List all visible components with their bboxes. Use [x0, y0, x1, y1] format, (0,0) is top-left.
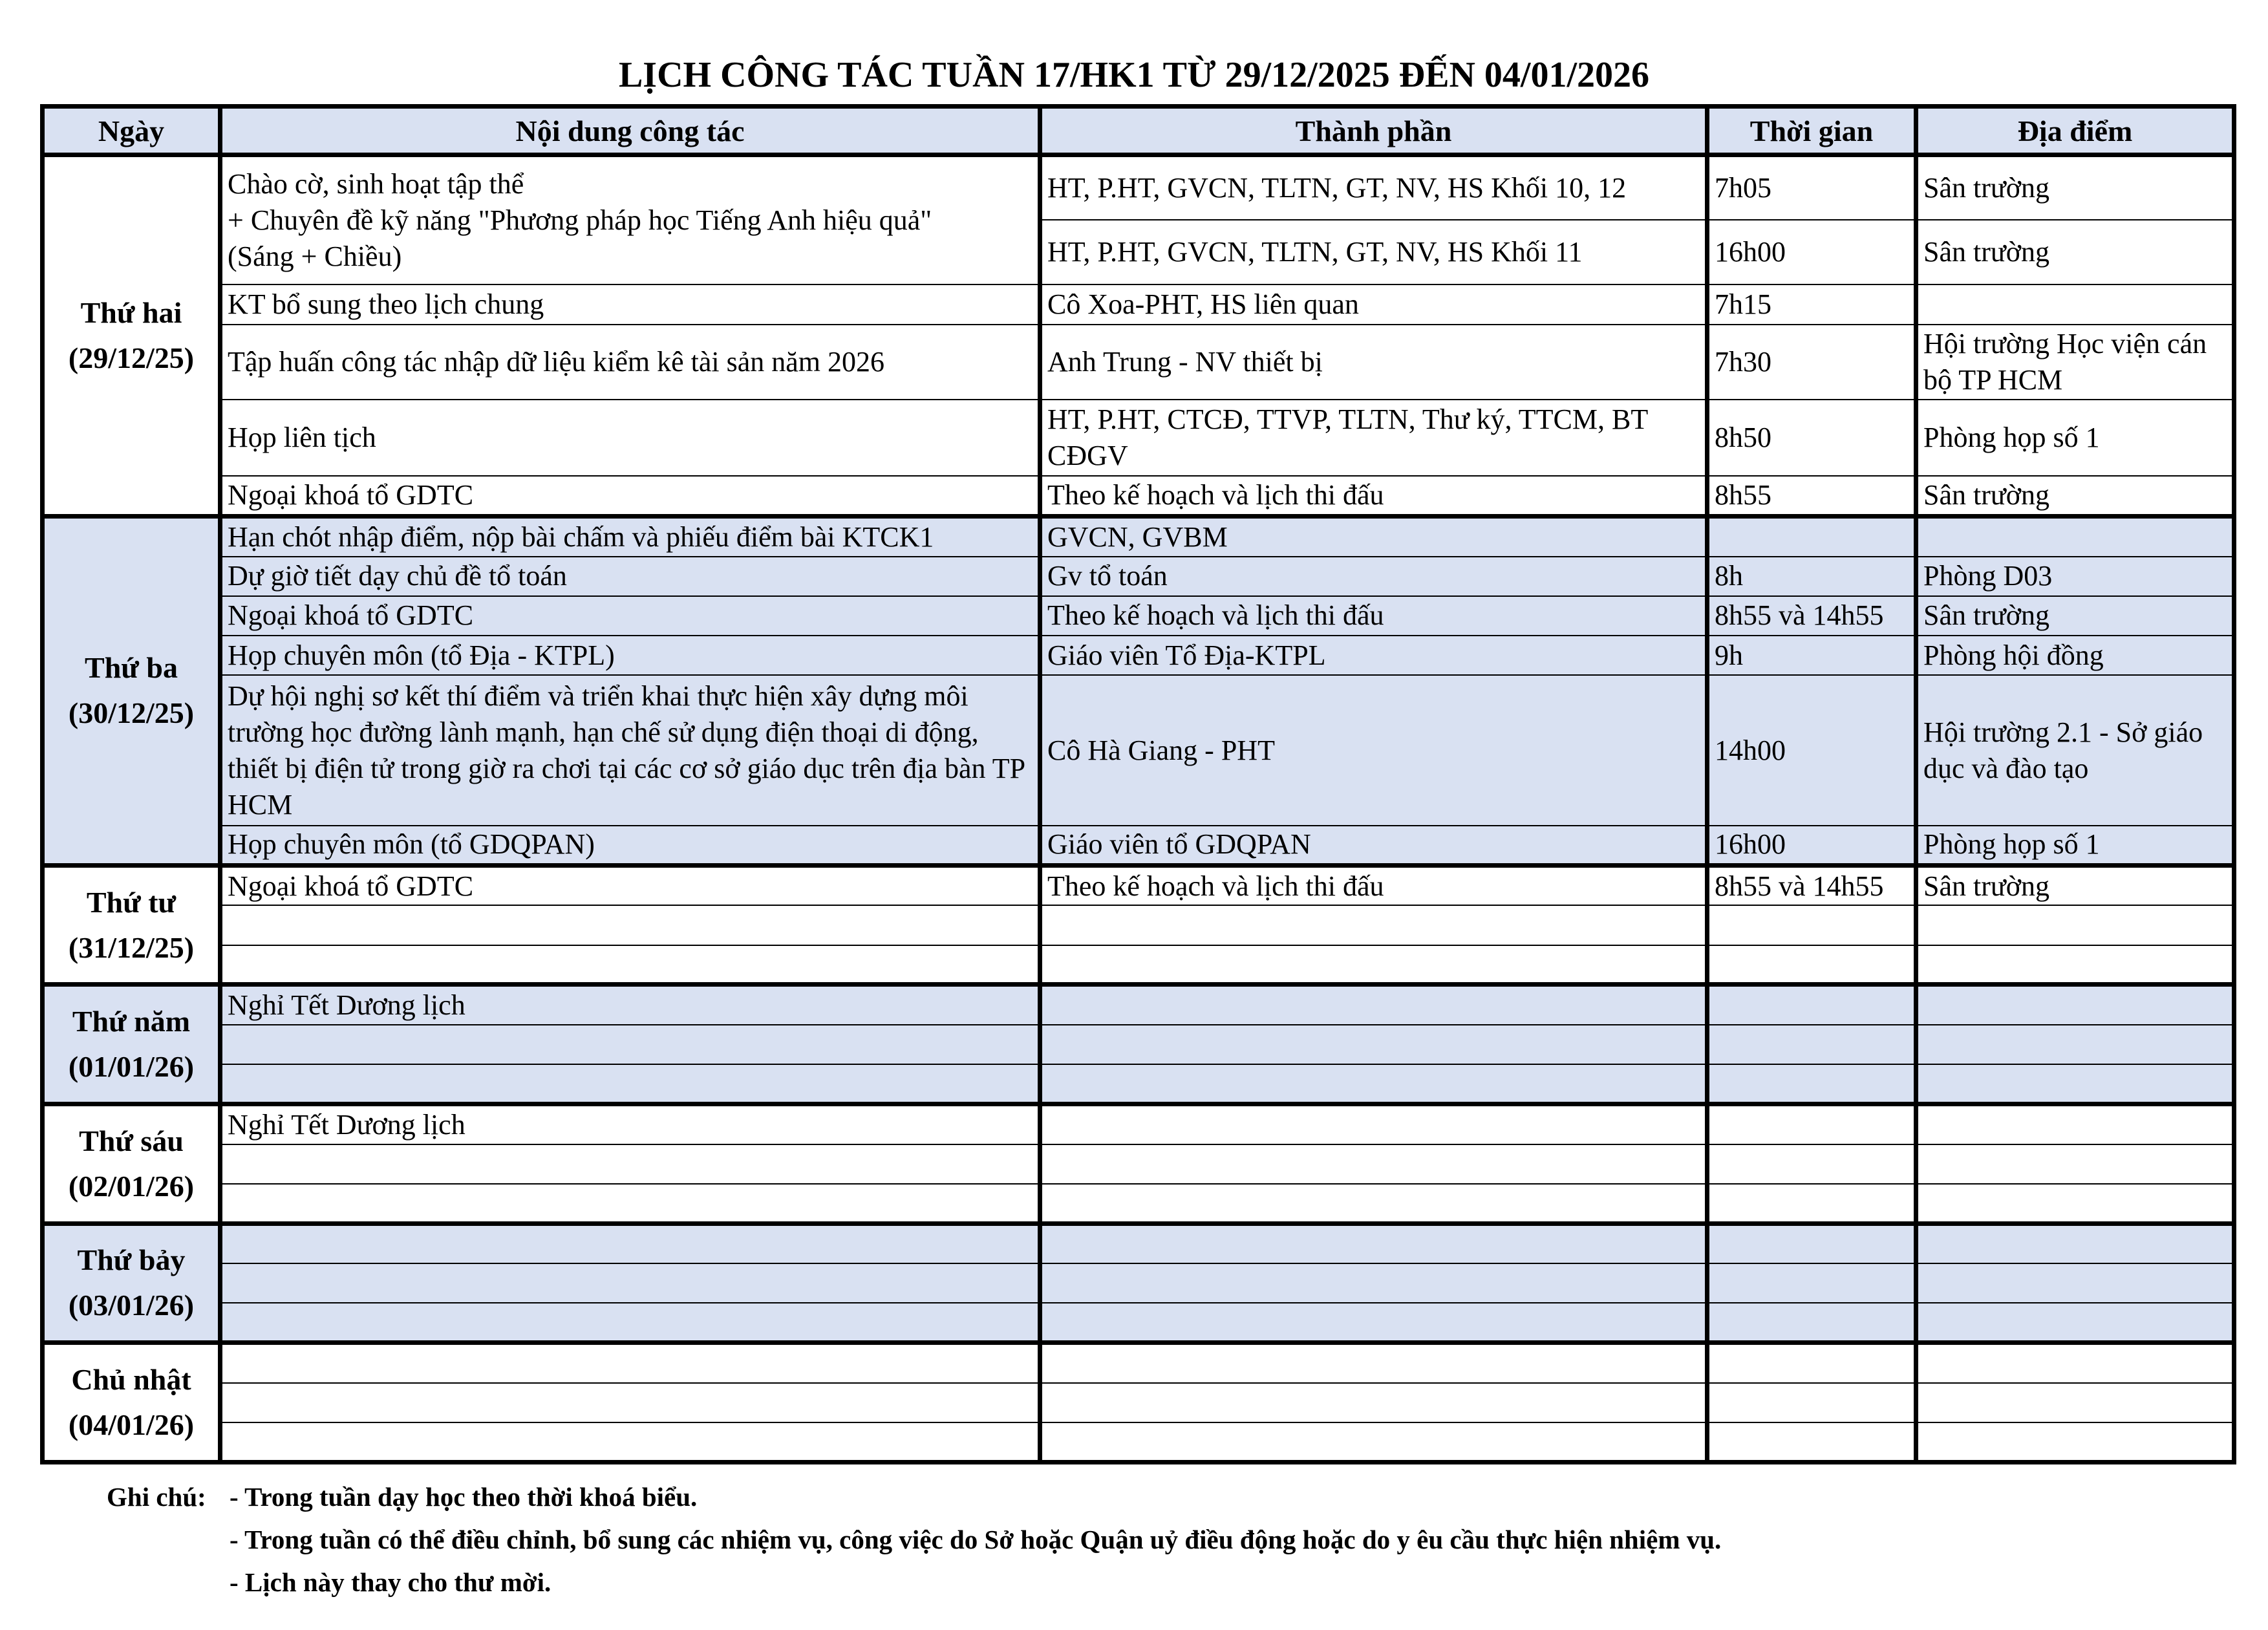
day-date: (29/12/25) — [68, 341, 195, 374]
schedule-row — [43, 1303, 2234, 1342]
time-cell: 7h30 — [1707, 325, 1916, 399]
participants-cell — [1040, 1422, 1707, 1462]
time-cell: 14h00 — [1707, 675, 1916, 826]
place-cell: Sân trường — [1916, 476, 2234, 516]
time-cell — [1707, 1383, 1916, 1422]
place-cell — [1916, 985, 2234, 1025]
schedule-row — [43, 516, 2234, 556]
schedule-row — [43, 1144, 2234, 1184]
content-cell — [220, 1263, 1040, 1303]
time-cell: 9h — [1707, 636, 1916, 675]
content-cell: Họp chuyên môn (tổ GDQPAN) — [220, 826, 1040, 865]
place-cell — [1916, 1184, 2234, 1223]
day-date: (30/12/25) — [68, 696, 195, 730]
time-cell: 8h55 — [1707, 476, 1916, 516]
place-cell — [1916, 1263, 2234, 1303]
notes-label: Ghi chú: — [107, 1482, 206, 1512]
day-cell — [43, 155, 220, 517]
header-content: Nội dung công tác — [220, 107, 1040, 155]
schedule-row — [43, 636, 2234, 675]
time-cell: 7h05 — [1707, 155, 1916, 220]
header-participants: Thành phần — [1040, 107, 1707, 155]
content-cell: Chào cờ, sinh hoạt tập thể + Chuyên đề kỹ năng "Phương pháp học Tiếng Anh hiệu quả" (Sáng + Chiều) — [220, 155, 1040, 285]
place-cell: Sân trường — [1916, 220, 2234, 284]
content-cell — [220, 1064, 1040, 1104]
day-cell — [43, 1343, 220, 1463]
day-name: Thứ ba — [85, 651, 178, 685]
participants-cell: GVCN, GVBM — [1040, 516, 1707, 556]
content-cell — [220, 1184, 1040, 1223]
participants-cell: HT, P.HT, GVCN, TLTN, GT, NV, HS Khối 11 — [1040, 220, 1707, 284]
schedule-row — [43, 865, 2234, 905]
participants-cell — [1040, 1184, 1707, 1223]
participants-cell — [1040, 1104, 1707, 1144]
schedule-row — [43, 1184, 2234, 1223]
participants-cell — [1040, 1223, 1707, 1263]
day-name: Chủ nhật — [71, 1363, 191, 1397]
schedule-row — [43, 985, 2234, 1025]
participants-cell: HT, P.HT, CTCĐ, TTVP, TLTN, Thư ký, TTCM, BT CĐGV — [1040, 400, 1707, 476]
day-name: Thứ năm — [72, 1005, 191, 1038]
day-cell — [43, 1223, 220, 1343]
schedule-row — [43, 1025, 2234, 1064]
day-cell — [43, 865, 220, 985]
content-cell — [220, 1223, 1040, 1263]
content-cell — [220, 905, 1040, 945]
place-cell: Hội trường Học viện cán bộ TP HCM — [1916, 325, 2234, 399]
schedule-row — [43, 476, 2234, 516]
content-cell: Tập huấn công tác nhập dữ liệu kiểm kê tài sản năm 2026 — [220, 325, 1040, 399]
participants-cell: Anh Trung - NV thiết bị — [1040, 325, 1707, 399]
place-cell — [1916, 1144, 2234, 1184]
participants-cell: Cô Hà Giang - PHT — [1040, 675, 1707, 826]
time-cell — [1707, 985, 1916, 1025]
notes-list — [230, 1475, 2169, 1603]
schedule-row — [43, 1263, 2234, 1303]
participants-cell — [1040, 1144, 1707, 1184]
time-cell — [1707, 1223, 1916, 1263]
day-date: (01/01/26) — [68, 1050, 195, 1084]
place-cell: Sân trường — [1916, 865, 2234, 905]
time-cell — [1707, 1144, 1916, 1184]
time-cell — [1707, 1064, 1916, 1104]
participants-cell — [1040, 1263, 1707, 1303]
day-date: (02/01/26) — [68, 1169, 195, 1203]
day-date: (03/01/26) — [68, 1289, 195, 1322]
place-cell — [1916, 1383, 2234, 1422]
time-cell — [1707, 1343, 1916, 1383]
participants-cell — [1040, 1025, 1707, 1064]
day-cell — [43, 985, 220, 1104]
schedule-row — [43, 1064, 2234, 1104]
day-name: Thứ sáu — [79, 1124, 184, 1157]
page-title: LỊCH CÔNG TÁC TUẦN 17/HK1 TỪ 29/12/2025 ĐẾN 04/01/2026 — [618, 55, 1650, 95]
day-date: (31/12/25) — [68, 930, 195, 964]
content-cell: Ngoại khoá tổ GDTC — [220, 596, 1040, 636]
content-cell — [220, 1343, 1040, 1383]
time-cell — [1707, 945, 1916, 985]
time-cell — [1707, 1303, 1916, 1342]
participants-cell — [1040, 985, 1707, 1025]
day-name: Thứ bảy — [77, 1243, 186, 1277]
participants-cell: Gv tổ toán — [1040, 557, 1707, 596]
content-cell: Ngoại khoá tổ GDTC — [220, 865, 1040, 905]
header-row — [43, 107, 2234, 155]
place-cell: Phòng D03 — [1916, 557, 2234, 596]
place-cell — [1916, 1064, 2234, 1104]
content-cell: Nghỉ Tết Dương lịch — [220, 985, 1040, 1025]
note-item: - Lịch này thay cho thư mời. — [230, 1567, 551, 1597]
place-cell: Sân trường — [1916, 596, 2234, 636]
time-cell — [1707, 1184, 1916, 1223]
schedule-row — [43, 325, 2234, 399]
schedule-row — [43, 1223, 2234, 1263]
time-cell — [1707, 1263, 1916, 1303]
day-name: Thứ hai — [80, 295, 182, 329]
time-cell: 8h55 và 14h55 — [1707, 865, 1916, 905]
place-cell: Phòng họp số 1 — [1916, 826, 2234, 865]
content-cell — [220, 1422, 1040, 1462]
content-cell: Hạn chót nhập điểm, nộp bài chấm và phiếu điểm bài KTCK1 — [220, 516, 1040, 556]
participants-cell — [1040, 905, 1707, 945]
schedule-row — [43, 1383, 2234, 1422]
content-cell — [220, 1383, 1040, 1422]
schedule-table — [40, 104, 2236, 1464]
time-cell: 7h15 — [1707, 284, 1916, 325]
content-cell — [220, 1144, 1040, 1184]
header-day: Ngày — [43, 107, 220, 155]
time-cell: 8h — [1707, 557, 1916, 596]
time-cell: 16h00 — [1707, 220, 1916, 284]
content-cell: Họp liên tịch — [220, 400, 1040, 476]
schedule-row — [43, 596, 2234, 636]
schedule-row — [43, 557, 2234, 596]
participants-cell — [1040, 945, 1707, 985]
day-cell — [43, 516, 220, 865]
participants-cell: Cô Xoa-PHT, HS liên quan — [1040, 284, 1707, 325]
schedule-row — [43, 1104, 2234, 1144]
place-cell: Phòng hội đồng — [1916, 636, 2234, 675]
content-cell: Dự giờ tiết dạy chủ đề tổ toán — [220, 557, 1040, 596]
place-cell — [1916, 1303, 2234, 1342]
header-place: Địa điểm — [1916, 107, 2234, 155]
content-cell: Ngoại khoá tổ GDTC — [220, 476, 1040, 516]
schedule-row — [43, 1422, 2234, 1462]
participants-cell: Giáo viên Tổ Địa-KTPL — [1040, 636, 1707, 675]
schedule-row — [43, 945, 2234, 985]
place-cell — [1916, 1104, 2234, 1144]
place-cell: Sân trường — [1916, 155, 2234, 220]
place-cell: Hội trường 2.1 - Sở giáo dục và đào tạo — [1916, 675, 2234, 826]
content-cell — [220, 945, 1040, 985]
time-cell: 16h00 — [1707, 826, 1916, 865]
place-cell — [1916, 905, 2234, 945]
schedule-row — [43, 155, 2234, 220]
schedule-row — [43, 905, 2234, 945]
participants-cell: Theo kế hoạch và lịch thi đấu — [1040, 476, 1707, 516]
schedule-row — [43, 1343, 2234, 1383]
content-cell: Họp chuyên môn (tổ Địa - KTPL) — [220, 636, 1040, 675]
participants-cell: Theo kế hoạch và lịch thi đấu — [1040, 865, 1707, 905]
time-cell — [1707, 1025, 1916, 1064]
schedule-row — [43, 284, 2234, 325]
place-cell — [1916, 1343, 2234, 1383]
day-cell — [43, 1104, 220, 1223]
schedule-row — [43, 675, 2234, 826]
participants-cell — [1040, 1383, 1707, 1422]
day-date: (04/01/26) — [68, 1408, 195, 1442]
content-cell: KT bổ sung theo lịch chung — [220, 284, 1040, 325]
time-cell: 8h50 — [1707, 400, 1916, 476]
content-cell — [220, 1025, 1040, 1064]
note-item: - Trong tuần có thể điều chỉnh, bổ sung các nhiệm vụ, công việc do Sở hoặc Quận uỷ điều động hoặc do y êu cầu thực hiện nhiệm vụ. — [230, 1525, 1722, 1554]
place-cell — [1916, 1223, 2234, 1263]
day-name: Thứ tư — [86, 885, 177, 919]
participants-cell — [1040, 1064, 1707, 1104]
participants-cell — [1040, 1303, 1707, 1342]
schedule-row — [43, 400, 2234, 476]
place-cell — [1916, 284, 2234, 325]
time-cell — [1707, 905, 1916, 945]
schedule-row — [43, 826, 2234, 865]
place-cell: Phòng họp số 1 — [1916, 400, 2234, 476]
content-cell: Nghỉ Tết Dương lịch — [220, 1104, 1040, 1144]
place-cell — [1916, 516, 2234, 556]
time-cell: 8h55 và 14h55 — [1707, 596, 1916, 636]
participants-cell: HT, P.HT, GVCN, TLTN, GT, NV, HS Khối 10, 12 — [1040, 155, 1707, 220]
content-cell — [220, 1303, 1040, 1342]
content-cell: Dự hội nghị sơ kết thí điểm và triển khai thực hiện xây dựng môi trường học đường lành mạnh, hạn chế sử dụng điện thoại di động, thiết bị điện tử trong giờ ra chơi tại các cơ sở giáo dục trên địa bàn TP HCM — [220, 675, 1040, 826]
place-cell — [1916, 1422, 2234, 1462]
place-cell — [1916, 945, 2234, 985]
time-cell — [1707, 1422, 1916, 1462]
participants-cell — [1040, 1343, 1707, 1383]
header-time: Thời gian — [1707, 107, 1916, 155]
participants-cell: Theo kế hoạch và lịch thi đấu — [1040, 596, 1707, 636]
participants-cell: Giáo viên tổ GDQPAN — [1040, 826, 1707, 865]
time-cell — [1707, 516, 1916, 556]
time-cell — [1707, 1104, 1916, 1144]
place-cell — [1916, 1025, 2234, 1064]
schedule-body — [43, 155, 2234, 1463]
note-item: - Trong tuần dạy học theo thời khoá biểu. — [230, 1482, 698, 1512]
